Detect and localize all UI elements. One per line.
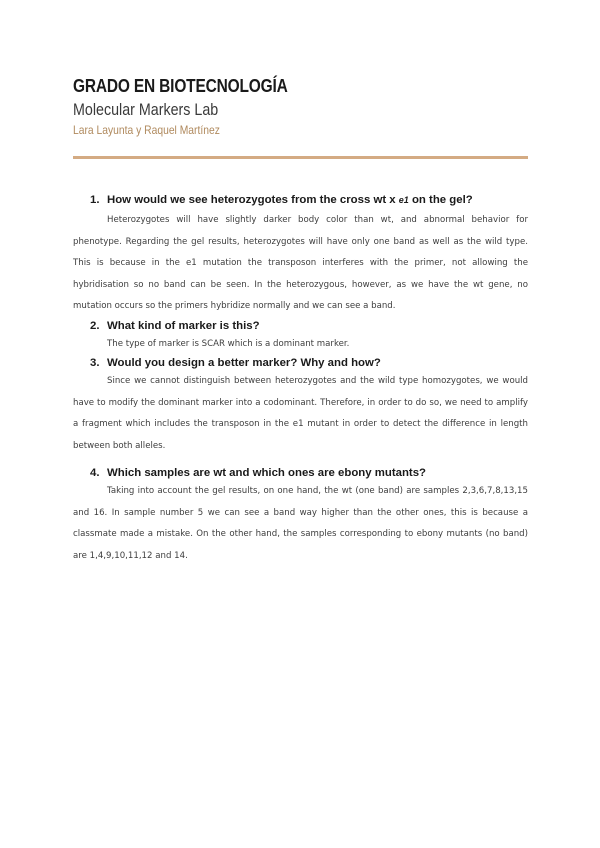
document-body (73, 192, 528, 567)
question-text: How would we see heterozygotes from the cross wt x e1 on the gel? (107, 194, 473, 206)
answer-2: The type of marker is SCAR which is a dominant marker. (107, 338, 350, 349)
question-number: 3. (90, 357, 100, 369)
question-3 (73, 355, 528, 371)
question-text: What kind of marker is this? (107, 319, 260, 332)
question-1 (73, 192, 528, 208)
document-subtitle: Molecular Markers Lab (73, 100, 219, 119)
document-authors: Lara Layunta y Raquel Martínez (73, 123, 220, 137)
question-number: 2. (90, 319, 100, 332)
answer-3: Since we cannot distinguish between heterozygotes and the wild type homozygotes, we would have to modify the dominant marker into a codominant. Therefore, in order to do so, we need to amplify a fragment which includes the transposon in the e1 mutant in order to detect the difference in length between both alleles. (73, 376, 528, 451)
question-text: Would you design a better marker? Why and how? (107, 357, 381, 369)
question-4 (73, 465, 528, 481)
question-number: 4. (90, 467, 100, 479)
question-2 (73, 318, 528, 334)
answer-4: Taking into account the gel results, on one hand, the wt (one band) are samples 2,3,6,7,8,13,15 and 16. In sample number 5 we can see a band way higher than the other ones, this is because a classmate made a mistake. On the other hand, the samples corresponding to ebony mutants (no band) are 1,4,9,10,11,12 and 14. (73, 486, 528, 561)
header-divider (73, 156, 528, 159)
document-title: GRADO EN BIOTECNOLOGÍA (73, 76, 288, 96)
question-number: 1. (90, 194, 100, 206)
answer-1: Heterozygotes will have slightly darker body color than wt, and abnormal behavior for phenotype. Regarding the gel results, heterozygotes will have only one band as well as the wild type. This is because in the e1 mutation the transposon interferes with the primer, not allowing the hybridisation so no band can be seen. In the heterozygous, however, as we have the wt gene, no mutation occurs so the primers hybridize normally and we can see a band. (73, 215, 528, 311)
question-text: Which samples are wt and which ones are ebony mutants? (107, 467, 427, 479)
